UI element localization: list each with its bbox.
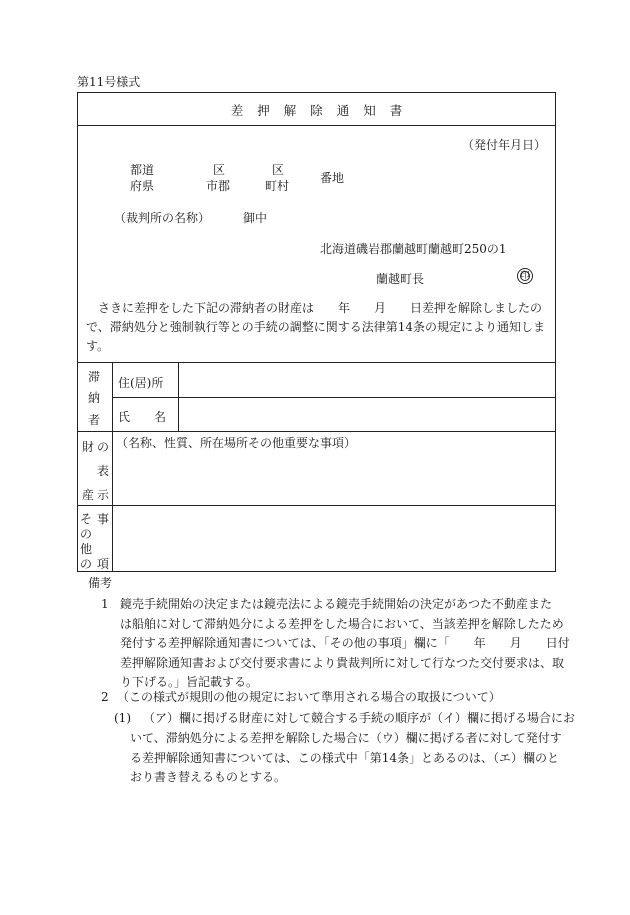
- note-2-number: 2: [101, 690, 109, 704]
- note-2-1-rest: [130, 729, 562, 788]
- document-title: 差押解除通知書: [230, 103, 417, 118]
- note-1-line-2: は船舶に対して滞納処分による差押をした場合において、当該差押を解除したため: [120, 616, 564, 631]
- form-number: 第11号様式: [77, 75, 141, 89]
- other-label-3: 他: [80, 542, 93, 556]
- sublabel-column-line: [178, 362, 179, 431]
- honorific: 御中: [243, 211, 268, 225]
- other-label-1: そ: [80, 512, 93, 526]
- address-shigun: 市郡: [206, 179, 231, 193]
- title-divider: [77, 125, 556, 126]
- name-label: 氏 名: [118, 410, 167, 424]
- note-1-line-3: 発付する差押解除通知書については、「その他の事項」欄に「 年 月 日付: [120, 636, 570, 650]
- other-label-6: 項: [97, 557, 110, 571]
- note-2-1-line-1: （ア）欄に掲げる財産に対して競合する手続の順序が（イ）欄に掲げる場合にお: [143, 711, 576, 725]
- note-1-text: [120, 595, 570, 693]
- other-label-5: 事: [97, 512, 110, 526]
- other-label-2: の: [80, 527, 93, 541]
- note-2-1-line-4: おり書き替えるものとする。: [130, 770, 287, 784]
- other-label-4: の: [80, 557, 93, 571]
- note-1-line-4: 差押解除通知書および交付要求書により貴裁判所に対して行なつた交付要求は、取: [120, 655, 565, 670]
- property-divider: [77, 505, 556, 506]
- seal-icon: 印: [517, 268, 533, 284]
- delinquent-label-2: 納: [88, 391, 101, 405]
- address-todofuken-1: 都道: [130, 163, 155, 177]
- address-choson: 町村: [265, 179, 290, 193]
- note-1-line-1: 鏡売手続開始の決定または鏡売法による鏡売手続開始の決定があつた不動産また: [120, 597, 553, 611]
- body-divider: [77, 362, 556, 363]
- property-label-5: 示: [97, 488, 110, 502]
- note-2-1-line-2: いて、滞納処分による差押を解除した場合に（ウ）欄に掲げる者に対して発付す: [130, 731, 562, 745]
- address-todofuken-2: 府県: [130, 179, 155, 193]
- property-note: （名称、性質、所在場所その他重要な事項）: [116, 436, 357, 450]
- property-label-3: 表: [97, 464, 110, 478]
- note-1-line-5: り下げる。」旨記載する。: [120, 675, 259, 689]
- issuer-title: 蘭越町長: [376, 272, 425, 286]
- issuer-address: 北海道磯岩郡蘭越町蘭越町250の1: [320, 242, 507, 256]
- notice-body: [86, 299, 548, 356]
- body-line-1: さきに差押をした下記の滞納者の財産は 年 月 日差押を解除しましたの: [86, 301, 543, 315]
- address-label: 住(居)所: [118, 376, 164, 390]
- note-2-text: （この様式が規則の他の規定において準用される場合の取扱について）: [117, 690, 501, 704]
- property-label-1: 財: [82, 440, 95, 454]
- property-label-4: 産: [82, 488, 95, 502]
- note-1-number: 1: [101, 597, 109, 611]
- address-ku-2: 区: [272, 163, 285, 177]
- issue-date: （発付年月日）: [462, 138, 547, 152]
- address-banchi: 番地: [320, 171, 345, 185]
- body-line-3: す。: [86, 339, 110, 353]
- address-ku-1: 区: [213, 163, 226, 177]
- delinquent-label-1: 滞: [88, 370, 101, 384]
- property-label-2: の: [97, 440, 110, 454]
- delinquent-label-3: 者: [88, 413, 101, 427]
- delinquent-divider: [77, 431, 556, 432]
- label-column-line: [112, 362, 113, 572]
- note-2-1-number: (1): [114, 711, 131, 725]
- note-2-1-line-3: る差押解除通知書については、この様式中「第14条」とあるのは、（エ）欄のと: [130, 750, 560, 765]
- notes-heading: 備考: [88, 576, 113, 590]
- court-name: （裁判所の名称）: [114, 211, 211, 225]
- body-line-2: で、滞納処分と強制執行等との手続の調整に関する法律第14条の規定により通知しま: [86, 320, 546, 334]
